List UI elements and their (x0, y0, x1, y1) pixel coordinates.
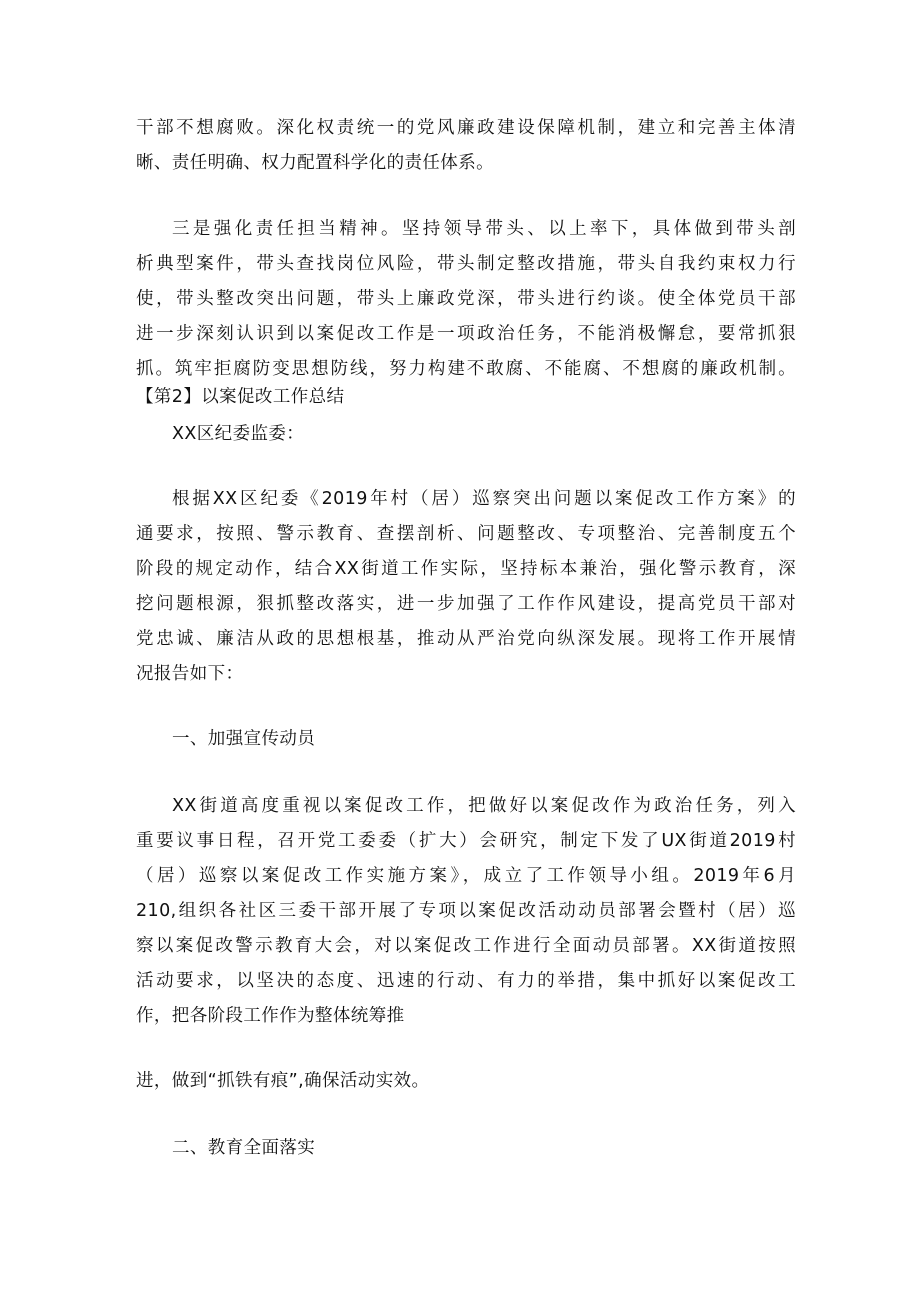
paragraph-line: 析典型案件，带头查找岗位风险，带头制定整改措施，带头自我约束权力行 (136, 254, 796, 274)
section-heading: 【第2】以案促改工作总结 (136, 387, 345, 407)
paragraph-line: 阶段的规定动作，结合XX街道工作实际，坚持标本兼治，强化警示教育，深 (136, 559, 796, 579)
paragraph-line: 党忠诚、廉洁从政的思想根基，推动从严治党向纵深发展。现将工作开展情 (136, 629, 796, 649)
section-heading: 二、教育全面落实 (172, 1138, 316, 1158)
paragraph-line: 活动要求，以坚决的态度、迅速的行动、有力的举措，集中抓好以案促改工 (136, 971, 796, 991)
paragraph-line: 根据XX区纪委《2019年村（居）巡察突出问题以案促改工作方案》的 (172, 489, 796, 509)
paragraph-line: 进一步深刻认识到以案促改工作是一项政治任务，不能消极懈怠，要常抓狠 (136, 324, 796, 344)
paragraph-line: （居）巡察以案促改工作实施方案》，成立了工作领导小组。2019年6月 (136, 866, 796, 886)
paragraph-line: 重要议事日程，召开党工委委（扩大）会研究，制定下发了UX街道2019村 (136, 831, 796, 851)
paragraph-line: 进，做到“抓铁有痕”,确保活动实效。 (136, 1071, 430, 1091)
paragraph-line: 通要求，按照、警示教育、查摆剖析、问题整改、专项整治、完善制度五个 (136, 524, 796, 544)
paragraph-line: 三是强化责任担当精神。坚持领导带头、以上率下，具体做到带头剖 (172, 219, 796, 239)
paragraph-line: 作，把各阶段工作作为整体统筹推 (136, 1006, 405, 1026)
salutation: XX区纪委监委： (172, 424, 305, 444)
paragraph-line: 使，带头整改突出问题，带头上廉政党深，带头进行约谈。使全体党员干部 (136, 289, 796, 309)
paragraph-line: 察以案促改警示教育大会，对以案促改工作进行全面动员部署。XX街道按照 (136, 936, 796, 956)
paragraph-line: 210,组织各社区三委干部开展了专项以案促改活动动员部署会暨村（居）巡 (136, 901, 796, 921)
paragraph-line: 况报告如下： (136, 664, 244, 684)
paragraph-line: 晰、责任明确、权力配置科学化的责任体系。 (136, 153, 494, 173)
paragraph-line: 抓。筑牢拒腐防变思想防线，努力构建不敢腐、不能腐、不想腐的廉政机制。 (136, 359, 796, 379)
section-heading: 一、加强宣传动员 (172, 729, 316, 749)
paragraph-line: 挖问题根源，狠抓整改落实，进一步加强了工作作风建设，提高党员干部对 (136, 594, 796, 614)
paragraph-line: 干部不想腐败。深化权责统一的党风廉政建设保障机制，建立和完善主体清 (136, 118, 796, 138)
paragraph-line: XX街道高度重视以案促改工作，把做好以案促改作为政治任务，列入 (172, 796, 796, 816)
